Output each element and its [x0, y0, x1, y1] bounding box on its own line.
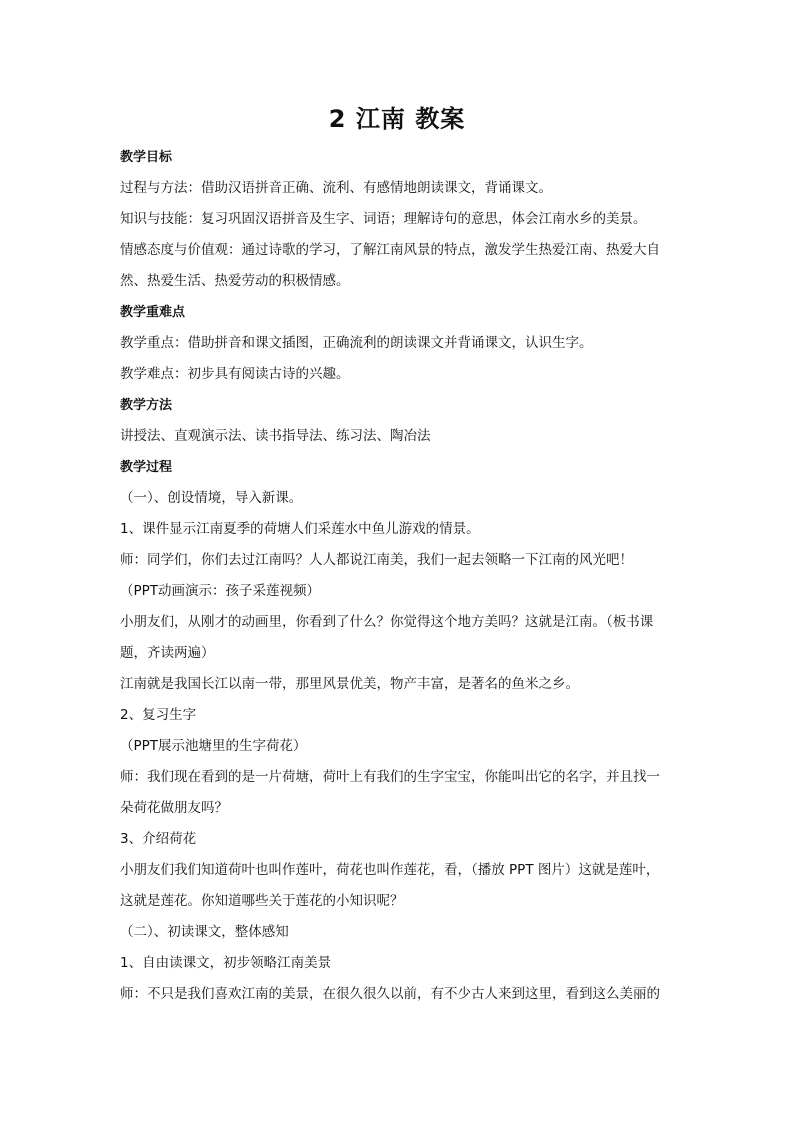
body-text-line: （PPT动画演示：孩子采莲视频）: [120, 583, 321, 599]
document-title: 2 江南 教案: [328, 105, 466, 133]
body-text-line: 然、热爱生活、热爱劳动的积极情感。: [120, 273, 350, 289]
body-text-line: 3、介绍荷花: [120, 831, 197, 847]
section-heading: 教学方法: [120, 398, 173, 413]
body-text-line: （PPT展示池塘里的生字荷花）: [120, 738, 307, 754]
section-heading: 教学过程: [120, 460, 173, 475]
body-text-line: （二）、初读课文，整体感知: [120, 924, 289, 940]
body-text-line: 师：我们现在看到的是一片荷塘，荷叶上有我们的生字宝宝，你能叫出它的名字，并且找一: [120, 769, 660, 785]
body-text-line: 教学难点：初步具有阅读古诗的兴趣。: [120, 366, 350, 382]
body-text-line: 题，齐读两遍）: [120, 645, 215, 661]
body-text-line: 讲授法、直观演示法、读书指导法、练习法、陶冶法: [120, 428, 431, 444]
body-text-line: 情感态度与价值观：通过诗歌的学习，了解江南风景的特点，激发学生热爱江南、热爱大自: [120, 242, 660, 258]
section-heading: 教学目标: [120, 150, 173, 165]
body-text-line: 小朋友们，从刚才的动画里，你看到了什么？你觉得这个地方美吗？这就是江南。（板书课: [120, 614, 654, 630]
body-text-line: 小朋友们我们知道荷叶也叫作莲叶，荷花也叫作莲花，看，（播放 PPT 图片）这就是莲叶，: [120, 862, 660, 878]
body-text-line: 这就是莲花。你知道哪些关于莲花的小知识呢？: [120, 893, 404, 909]
body-text-line: 朵荷花做朋友吗？: [120, 800, 228, 816]
body-text-line: （一）、创设情境，导入新课。: [120, 490, 303, 506]
body-text-line: 江南就是我国长江以南一带，那里风景优美，物产丰富，是著名的鱼米之乡。: [120, 676, 579, 692]
section-heading: 教学重难点: [120, 305, 186, 320]
body-text-line: 过程与方法：借助汉语拼音正确、流利、有感情地朗读课文，背诵课文。: [120, 180, 552, 196]
body-text-line: 知识与技能：复习巩固汉语拼音及生字、词语；理解诗句的意思，体会江南水乡的美景。: [120, 211, 647, 227]
body-text-line: 1、自由读课文，初步领略江南美景: [120, 955, 332, 971]
body-text-line: 教学重点：借助拼音和课文插图，正确流利的朗读课文并背诵课文，认识生字。: [120, 335, 593, 351]
body-text-line: 师：同学们，你们去过江南吗？人人都说江南美，我们一起去领略一下江南的风光吧！: [120, 552, 633, 568]
body-text-line: 师：不只是我们喜欢江南的美景，在很久很久以前，有不少古人来到这里，看到这么美丽的: [120, 986, 660, 1002]
body-text-line: 1、课件显示江南夏季的荷塘人们采莲水中鱼儿游戏的情景。: [120, 521, 480, 537]
document-body: [120, 142, 676, 1010]
body-text-line: 2、复习生字: [120, 707, 197, 723]
